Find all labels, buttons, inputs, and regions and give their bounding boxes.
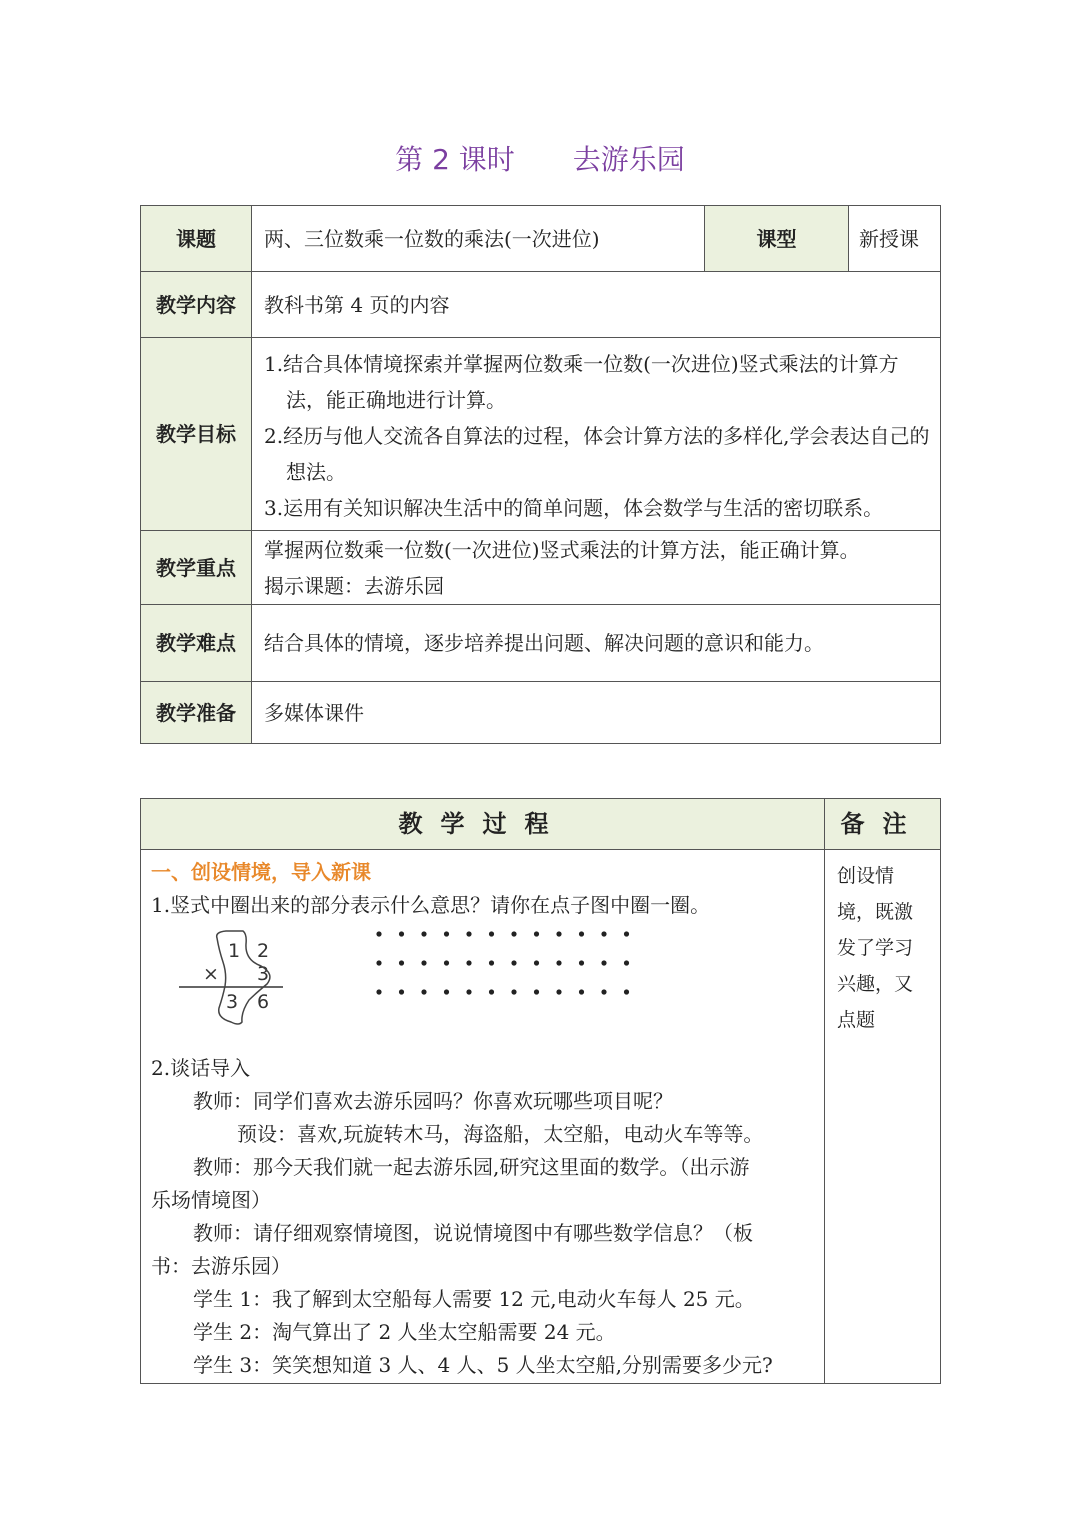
- lesson-info-table: [140, 205, 941, 744]
- dot: [421, 960, 426, 965]
- dot: [579, 989, 584, 994]
- lesson-number: 第 2 课时: [395, 143, 515, 176]
- note-line: 点题: [837, 1009, 876, 1031]
- dot: [556, 989, 561, 994]
- note-content: [825, 850, 941, 1384]
- goal-item: 2.经历与他人交流各自算法的过程，体会计算方法的多样化,学会表达自己的想法。: [264, 424, 930, 484]
- dialogue-line: 学生 2：淘气算出了 2 人坐太空船需要 24 元。: [193, 1320, 616, 1344]
- goal-item: 1.结合具体情境探索并掌握两位数乘一位数(一次进位)竖式乘法的计算方法，能正确地进行计算。: [264, 352, 899, 412]
- section-heading: 一、创设情境，导入新课: [151, 860, 371, 884]
- dot: [466, 989, 471, 994]
- topic-label: 课题: [141, 206, 252, 272]
- topic-value: 两、三位数乘一位数的乘法(一次进位): [252, 206, 705, 272]
- dot: [601, 989, 606, 994]
- dot-grid: [376, 931, 629, 994]
- dialogue-line: 学生 1：我了解到太空船每人需要 12 元,电动火车每人 25 元。: [193, 1287, 755, 1311]
- multiply-sign: ×: [203, 963, 219, 985]
- figure-area: [151, 922, 814, 1052]
- digit-text: 3: [226, 991, 239, 1013]
- note-line: 境，既激: [837, 901, 914, 923]
- dialogue-line: 教师：请仔细观察情境图，说说情境图中有哪些数学信息？（板: [193, 1221, 753, 1245]
- dot: [601, 931, 606, 936]
- key-point-line: 掌握两位数乘一位数(一次进位)竖式乘法的计算方法，能正确计算。: [264, 537, 860, 562]
- dot: [624, 931, 629, 936]
- dot: [421, 989, 426, 994]
- dot: [376, 989, 381, 994]
- key-point-label: 教学重点: [141, 531, 252, 605]
- goals-label: 教学目标: [141, 338, 252, 531]
- prep-label: 教学准备: [141, 682, 252, 744]
- key-point-line: 揭示课题：去游乐园: [264, 573, 444, 598]
- question-1: 1.竖式中圈出来的部分表示什么意思？请你在点子图中圈一圈。: [151, 893, 711, 917]
- note-header: 备注: [825, 799, 941, 850]
- digit-text: 3: [257, 963, 270, 985]
- dialogue-line: 教师：那今天我们就一起去游乐园,研究这里面的数学。（出示游: [193, 1155, 750, 1179]
- question-2: 2.谈话导入: [151, 1056, 251, 1080]
- dot: [376, 931, 381, 936]
- content-value: 教科书第 4 页的内容: [252, 272, 941, 338]
- type-value: 新授课: [849, 206, 941, 272]
- lesson-name: 去游乐园: [572, 143, 685, 176]
- dot: [556, 960, 561, 965]
- dot: [489, 960, 494, 965]
- process-header: 教学过程: [141, 799, 825, 850]
- dot: [399, 931, 404, 936]
- dot: [511, 960, 516, 965]
- page-title: [0, 138, 1080, 178]
- dialogue-line: 乐场情境图）: [151, 1188, 271, 1212]
- note-line: 发了学习: [837, 937, 914, 959]
- dot: [579, 960, 584, 965]
- dot: [489, 931, 494, 936]
- dialogue-line: 书：去游乐园）: [151, 1254, 291, 1278]
- digit-text: 2: [257, 940, 270, 962]
- goals-cell: [252, 338, 941, 531]
- dot: [601, 960, 606, 965]
- prep-value: 多媒体课件: [252, 682, 941, 744]
- difficulty-value: 结合具体的情境，逐步培养提出问题、解决问题的意识和能力。: [252, 605, 941, 682]
- dot: [534, 960, 539, 965]
- dot: [579, 931, 584, 936]
- note-line: 兴趣，又: [837, 973, 914, 995]
- dot: [511, 931, 516, 936]
- goal-item: 3.运用有关知识解决生活中的简单问题，体会数学与生活的密切联系。: [264, 496, 884, 520]
- dot: [376, 960, 381, 965]
- difficulty-label: 教学难点: [141, 605, 252, 682]
- type-label: 课型: [705, 206, 849, 272]
- dot: [421, 931, 426, 936]
- dot: [624, 960, 629, 965]
- note-line: 创设情: [837, 865, 895, 887]
- dot: [511, 989, 516, 994]
- dot: [466, 931, 471, 936]
- dot: [444, 931, 449, 936]
- digit-text: 6: [257, 991, 270, 1013]
- process-table: [140, 798, 941, 1384]
- key-point-cell: [252, 531, 941, 605]
- dot: [534, 931, 539, 936]
- dot: [624, 989, 629, 994]
- dialogue-line: 学生 3：笑笑想知道 3 人、4 人、5 人坐太空船,分别需要多少元?: [193, 1353, 773, 1377]
- process-content: [141, 850, 825, 1384]
- digit-text: 1: [228, 940, 241, 962]
- vertical-multiplication-figure: [151, 922, 815, 1052]
- dot: [556, 931, 561, 936]
- dot: [399, 989, 404, 994]
- dot: [489, 989, 494, 994]
- dot: [444, 989, 449, 994]
- dot: [444, 960, 449, 965]
- dialogue-line: 教师：同学们喜欢去游乐园吗？你喜欢玩哪些项目呢？: [193, 1089, 673, 1113]
- dot: [466, 960, 471, 965]
- dot: [534, 989, 539, 994]
- content-label: 教学内容: [141, 272, 252, 338]
- dot: [399, 960, 404, 965]
- dialogue-line: 预设：喜欢,玩旋转木马，海盗船，太空船，电动火车等等。: [237, 1122, 764, 1146]
